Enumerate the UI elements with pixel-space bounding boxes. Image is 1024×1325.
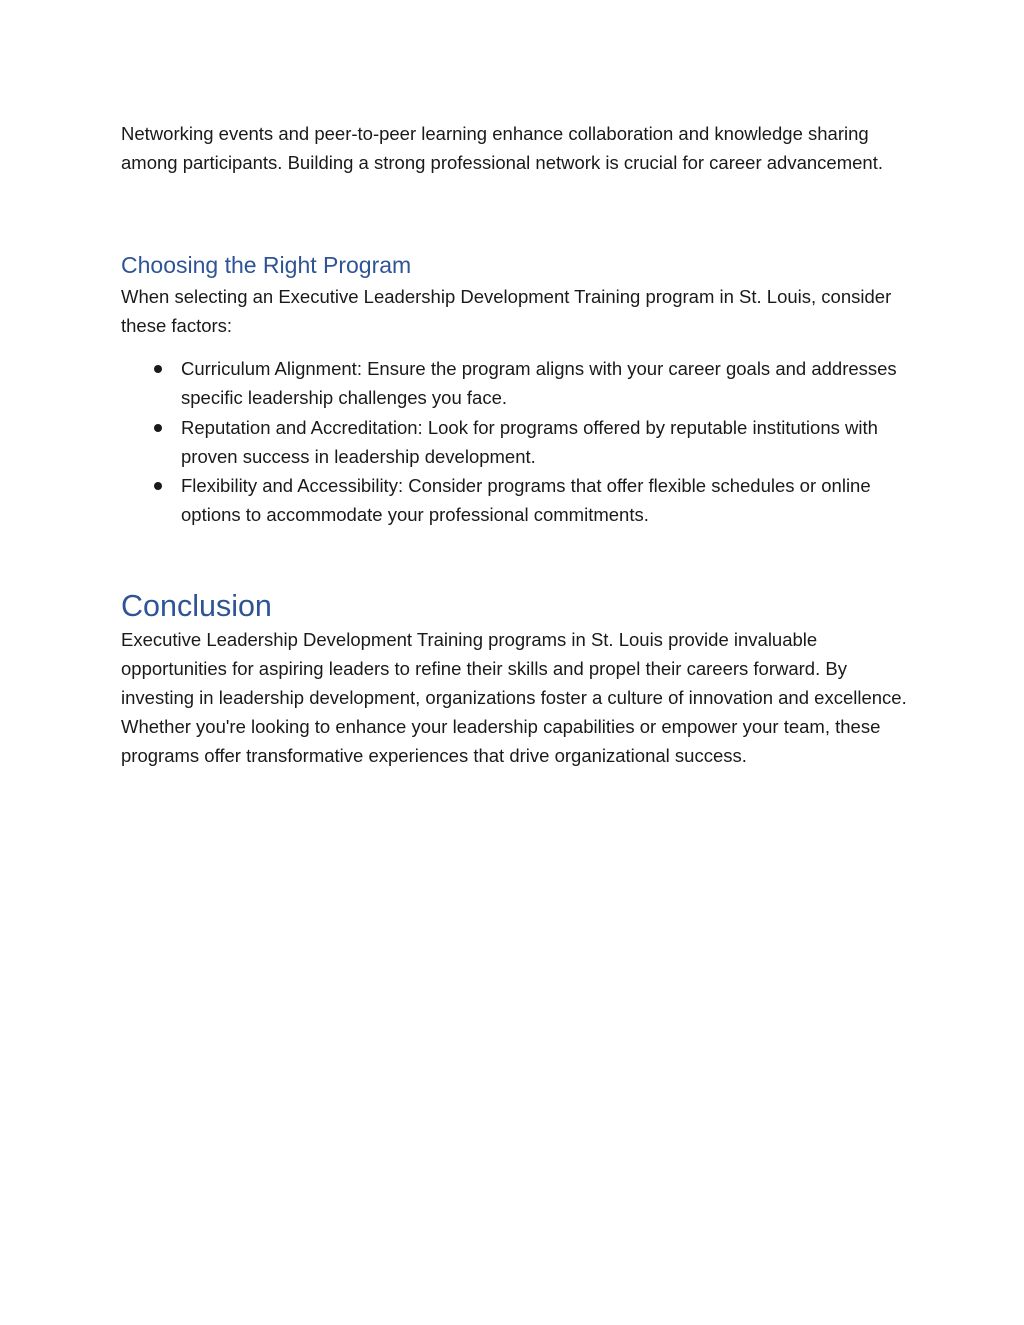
- document-page: [121, 119, 911, 770]
- list-item-text: Curriculum Alignment: Ensure the program aligns with your career goals and addresses specific leadership challenges you face.: [181, 358, 897, 408]
- bullet-icon: [154, 365, 162, 373]
- list-item: [121, 413, 911, 471]
- factors-list: [121, 354, 911, 529]
- intro-paragraph: Networking events and peer-to-peer learning enhance collaboration and knowledge sharing among participants. Building a strong professional network is crucial for career advancement.: [121, 123, 883, 173]
- choosing-lead-paragraph: When selecting an Executive Leadership Development Training program in St. Louis, consider these factors:: [121, 286, 892, 336]
- choosing-heading: Choosing the Right Program: [121, 252, 412, 278]
- list-item: [121, 471, 911, 529]
- list-item-text: Flexibility and Accessibility: Consider programs that offer flexible schedules or online options to accommodate your professional commitments.: [181, 475, 871, 525]
- bullet-icon: [154, 482, 162, 490]
- list-item-text: Reputation and Accreditation: Look for programs offered by reputable institutions with proven success in leadership development.: [181, 416, 878, 467]
- bullet-icon: [154, 424, 162, 432]
- conclusion-paragraph: Executive Leadership Development Training programs in St. Louis provide invaluable opportunities for aspiring leaders to refine their skills and propel their careers forward. By investing in leadership development, organizations foster a culture of innovation and excellence. Whether you're looking to enhance your leadership capabilities or empower your team, these programs offer transformative experiences that drive organizational success.: [121, 629, 907, 766]
- conclusion-heading: Conclusion: [121, 589, 272, 623]
- list-item: [121, 354, 911, 412]
